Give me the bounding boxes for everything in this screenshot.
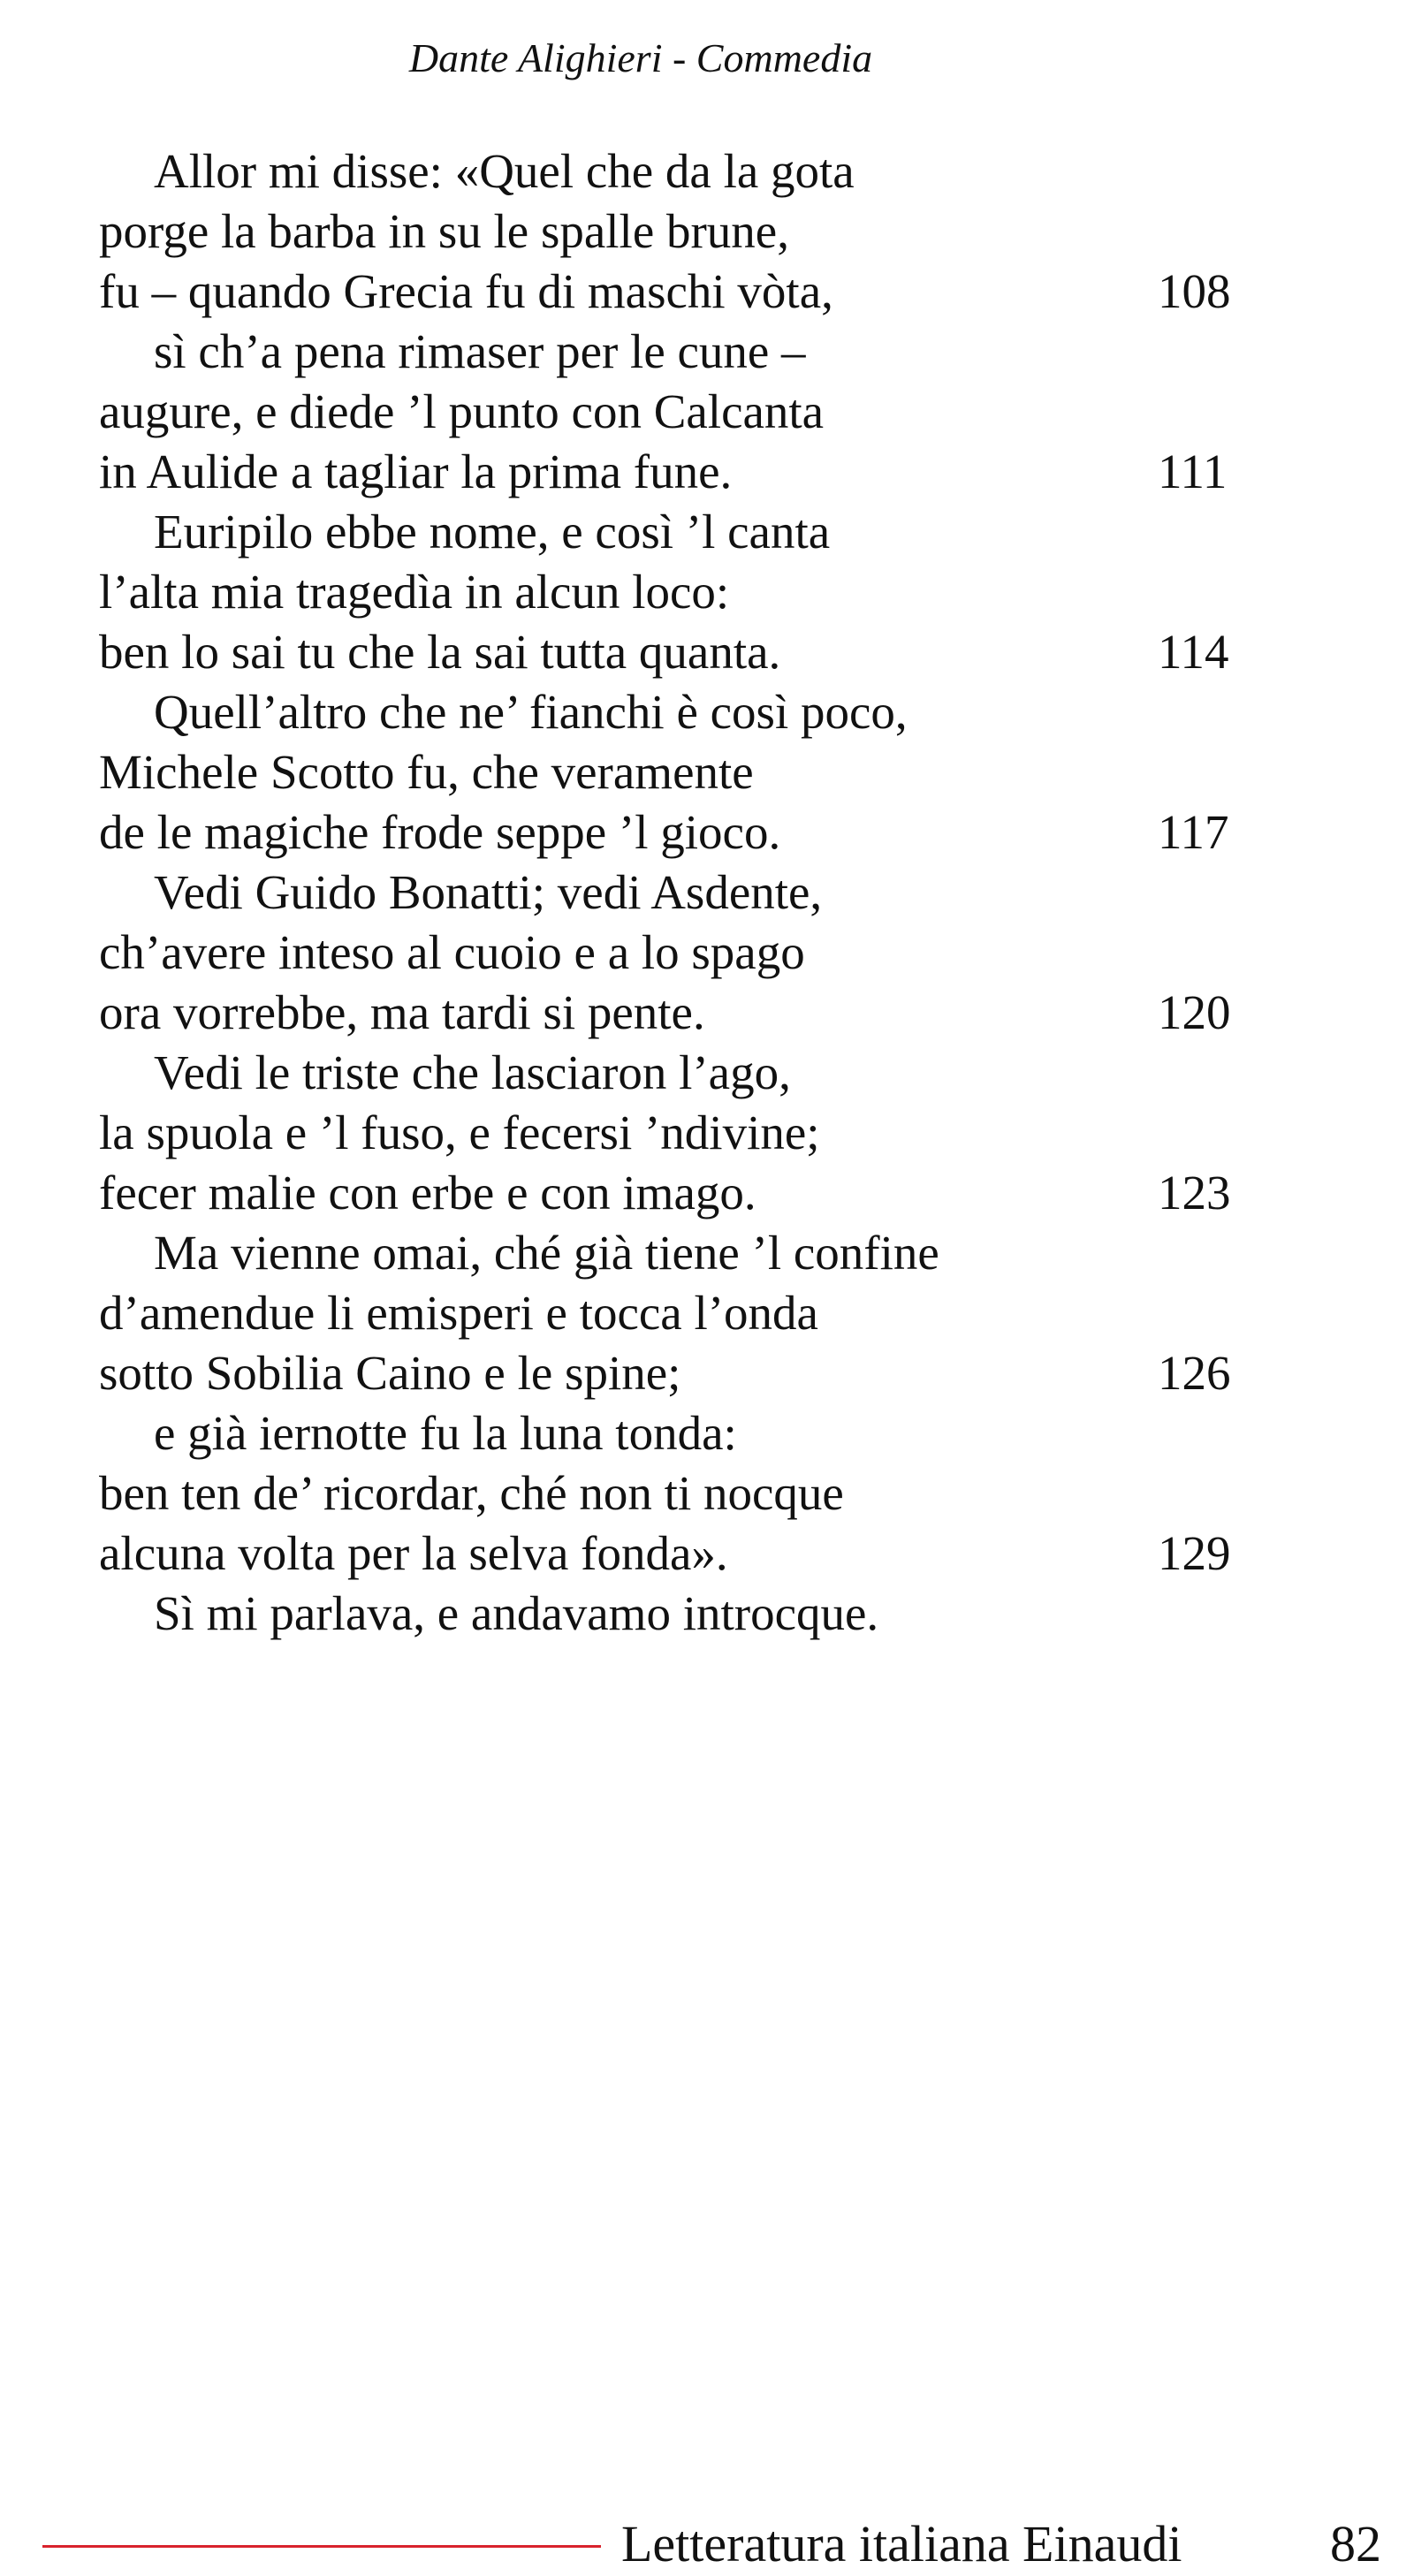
verse-line (99, 923, 1248, 983)
verse-text: ch’avere inteso al cuoio e a lo spago (99, 925, 805, 979)
verse-text: ben lo sai tu che la sai tutta quanta. (99, 625, 781, 679)
verse-line (99, 1223, 1248, 1283)
verse-text: Ma vienne omai, ché già tiene ’l confine (154, 1226, 939, 1280)
verse-text: Euripilo ebbe nome, e così ’l canta (154, 505, 831, 559)
verse-line (99, 322, 1248, 382)
line-number: 114 (1158, 625, 1229, 679)
verse-line (99, 1463, 1248, 1524)
verse-text: Vedi Guido Bonatti; vedi Asdente, (154, 865, 823, 919)
verse-text: sotto Sobilia Caino e le spine; (99, 1346, 681, 1400)
verse-line (99, 1283, 1248, 1343)
verse-text: fu – quando Grecia fu di maschi vòta, (99, 264, 833, 318)
footer-publisher: Letteratura italiana Einaudi (621, 2515, 1182, 2572)
verse-line (99, 802, 1248, 862)
verse-text: d’amendue li emisperi e tocca l’onda (99, 1286, 818, 1340)
line-number: 117 (1158, 805, 1229, 859)
verse-line (99, 622, 1248, 682)
verse-text: ben ten de’ ricordar, ché non ti nocque (99, 1466, 844, 1520)
verse-line (99, 682, 1248, 742)
verse-line (99, 382, 1248, 442)
verse-text: ora vorrebbe, ma tardi si pente. (99, 985, 705, 1039)
verse-line (99, 862, 1248, 923)
verse-line (99, 742, 1248, 802)
verse-line (99, 1524, 1248, 1584)
verse-line (99, 1403, 1248, 1463)
verse-text: e già iernotte fu la luna tonda: (154, 1406, 737, 1460)
verse-text: in Aulide a tagliar la prima fune. (99, 445, 733, 498)
verse-text: Michele Scotto fu, che veramente (99, 745, 754, 799)
line-number: 111 (1158, 445, 1228, 498)
line-number: 108 (1158, 264, 1231, 318)
line-number: 120 (1158, 985, 1231, 1039)
verse-text: fecer malie con erbe e con imago. (99, 1166, 756, 1220)
verse-line (99, 1343, 1248, 1403)
verse-text: de le magiche frode seppe ’l gioco. (99, 805, 781, 859)
verse-line (99, 442, 1248, 502)
verse-text: la spuola e ’l fuso, e fecersi ’ndivine; (99, 1106, 820, 1159)
verse-line (99, 1163, 1248, 1223)
verse-line (99, 141, 1248, 201)
line-number: 126 (1158, 1346, 1231, 1400)
verse-line (99, 201, 1248, 262)
verse-text: porge la barba in su le spalle brune, (99, 204, 789, 258)
verse-line (99, 1043, 1248, 1103)
verse-line (99, 1103, 1248, 1163)
page-number: 82 (1330, 2515, 1381, 2572)
footer-rule (42, 2545, 601, 2548)
line-number: 123 (1158, 1166, 1231, 1220)
verse-text: Quell’altro che ne’ fianchi è così poco, (154, 685, 908, 739)
verse-text: Sì mi parlava, e andavamo introcque. (154, 1586, 879, 1640)
verse-line (99, 1584, 1248, 1644)
verse-text: l’alta mia tragedìa in alcun loco: (99, 565, 730, 619)
running-header: Dante Alighieri - Commedia (408, 35, 873, 80)
verse-line (99, 502, 1248, 562)
line-number: 129 (1158, 1526, 1231, 1580)
verse-text: alcuna volta per la selva fonda». (99, 1526, 728, 1580)
verse-text: sì ch’a pena rimaser per le cune – (154, 324, 806, 378)
verse-text: augure, e diede ’l punto con Calcanta (99, 384, 825, 438)
verse-line (99, 983, 1248, 1043)
verse-text: Vedi le triste che lasciaron l’ago, (154, 1045, 791, 1099)
verse-line (99, 562, 1248, 622)
verse-line (99, 262, 1248, 322)
verse-block (99, 141, 1248, 1644)
verse-text: Allor mi disse: «Quel che da la gota (154, 144, 855, 198)
